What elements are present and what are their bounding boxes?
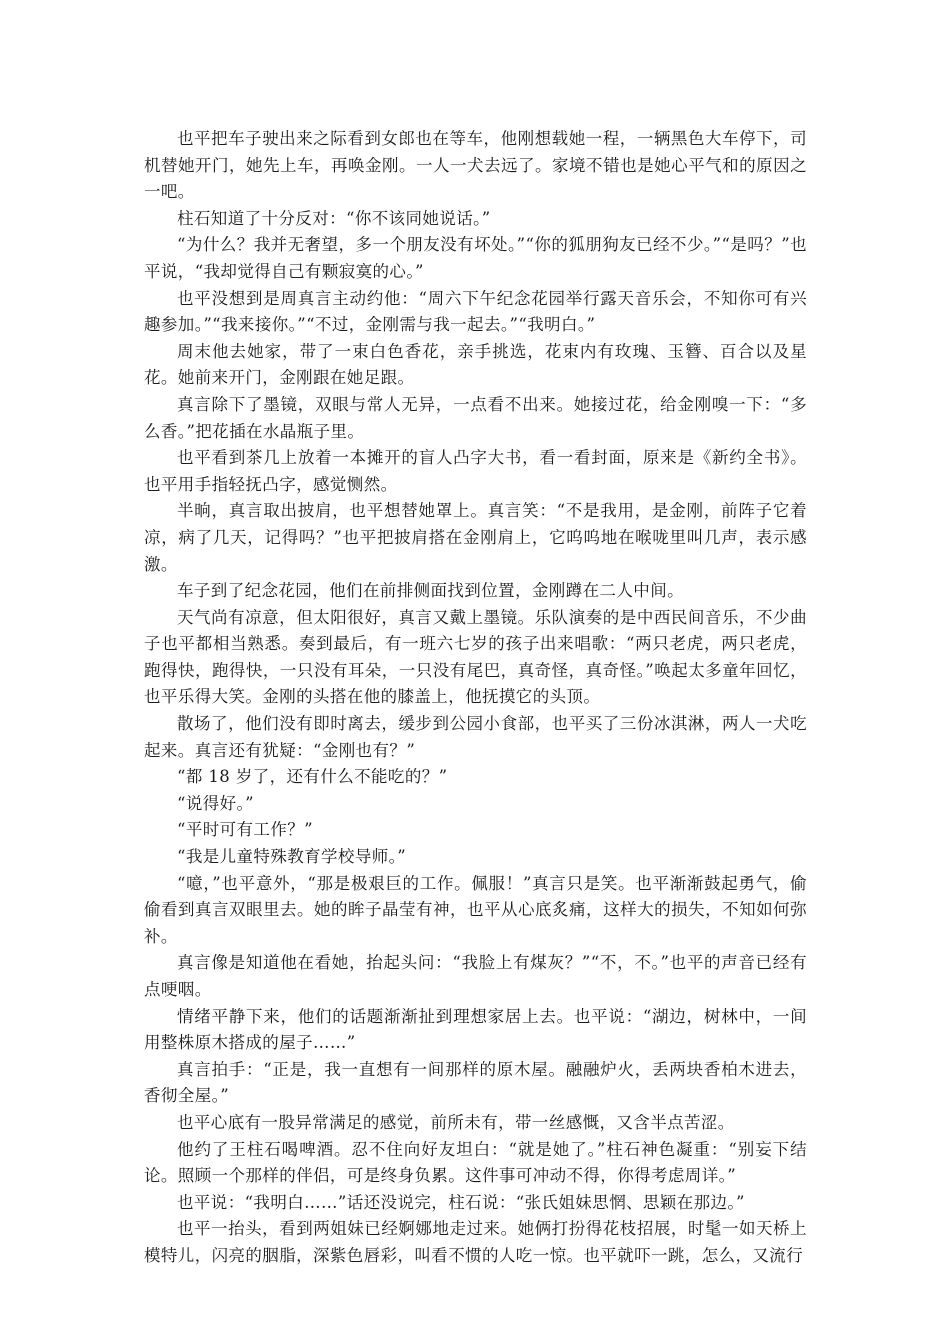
paragraph: 天气尚有凉意，但太阳很好，真言又戴上墨镜。乐队演奏的是中西民间音乐，不少曲子也平都相当熟悉。奏到最后，有一班六七岁的孩子出来唱歌：“两只老虎，两只老虎，跑得快，跑得快，一只没有耳朵，一只没有尾巴，真奇怪，真奇怪。”唤起太多童年回忆，也平乐得大笑。金刚的头搭在他的膝盖上，他抚摸它的头顶。 xyxy=(144,607,807,707)
paragraph: 情绪平静下来，他们的话题渐渐扯到理想家居上去。也平说：“湖边，树林中，一间用整株原木搭成的屋子……” xyxy=(144,1006,807,1053)
paragraph: 柱石知道了十分反对：“你不该同她说话。” xyxy=(177,208,491,228)
paragraph: “为什么？我并无奢望，多一个朋友没有坏处。”“你的狐朋狗友已经不少。”“是吗？”也平说，“我却觉得自己有颗寂寞的心。” xyxy=(144,235,807,281)
paragraph: 真言除下了墨镜，双眼与常人无异，一点看不出来。她接过花，给金刚嗅一下：“多么香。”把花插在水晶瓶子里。 xyxy=(144,394,807,441)
paragraph: 也平一抬头，看到两姐妹已经婀娜地走过来。她俩打扮得花枝招展，时髦一如天桥上模特儿，闪亮的胭脂，深紫色唇彩，叫看不惯的人吃一惊。也平就吓一跳，怎么，又流行 xyxy=(144,1219,807,1265)
paragraph: “我是儿童特殊教育学校导师。” xyxy=(177,847,407,867)
article-body xyxy=(144,126,807,1270)
paragraph: 也平没想到是周真言主动约他：“周六下午纪念花园举行露天音乐会，不知你可有兴趣参加。”“我来接你。”“不过，金刚需与我一起去。”“我明白。” xyxy=(144,288,807,335)
paragraph: 他约了王柱石喝啤酒。忍不住向好友坦白：“就是她了。”柱石神色凝重：“别妄下结论。照顾一个那样的伴侣，可是终身负累。这件事可冲动不得，你得考虑周详。” xyxy=(144,1139,807,1186)
paragraph: 周末他去她家，带了一束白色香花，亲手挑选，花束内有玫瑰、玉簪、百合以及星花。她前来开门，金刚跟在她足跟。 xyxy=(144,341,807,388)
paragraph: 也平看到茶几上放着一本摊开的盲人凸字大书，看一看封面，原来是《新约全书》。也平用手指轻抚凸字，感觉恻然。 xyxy=(144,448,807,494)
paragraph: “说得好。” xyxy=(177,793,255,813)
paragraph: “平时可有工作？” xyxy=(177,820,313,840)
paragraph: 也平心底有一股异常满足的感觉，前所未有，带一丝感慨，又含半点苦涩。 xyxy=(177,1112,735,1132)
paragraph: 真言拍手：“正是，我一直想有一间那样的原木屋。融融炉火，丢两块香柏木进去，香彻全屋。” xyxy=(144,1059,807,1106)
paragraph: 也平说：“我明白……”话还没说完，柱石说：“张氏姐妹思惘、思颖在那边。” xyxy=(177,1192,745,1212)
paragraph: 半晌，真言取出披肩，也平想替她罩上。真言笑：“不是我用，是金刚，前阵子它着凉，病了几天，记得吗？”也平把披肩搭在金刚肩上，它呜呜地在喉咙里叫几声，表示感激。 xyxy=(144,501,807,574)
paragraph: “噫，”也平意外，“那是极艰巨的工作。佩服！”真言只是笑。也平渐渐鼓起勇气，偷偷看到真言双眼里去。她的眸子晶莹有神，也平从心底炙痛，这样大的损失，不知如何弥补。 xyxy=(144,873,807,946)
paragraph: 也平把车子驶出来之际看到女郎也在等车，他刚想载她一程，一辆黑色大车停下，司机替她开门，她先上车，再唤金刚。一人一犬去远了。家境不错也是她心平气和的原因之一吧。 xyxy=(144,129,807,202)
paragraph: 车子到了纪念花园，他们在前排侧面找到位置，金刚蹲在二人中间。 xyxy=(177,581,684,601)
paragraph: “都 18 岁了，还有什么不能吃的？” xyxy=(177,767,448,787)
paragraph: 散场了，他们没有即时离去，缓步到公园小食部，也平买了三份冰淇淋，两人一犬吃起来。真言还有犹疑：“金刚也有？” xyxy=(144,714,807,760)
paragraph: 真言像是知道他在看她，抬起头问：“我脸上有煤灰？”“不，不。”也平的声音已经有点哽咽。 xyxy=(144,953,807,999)
